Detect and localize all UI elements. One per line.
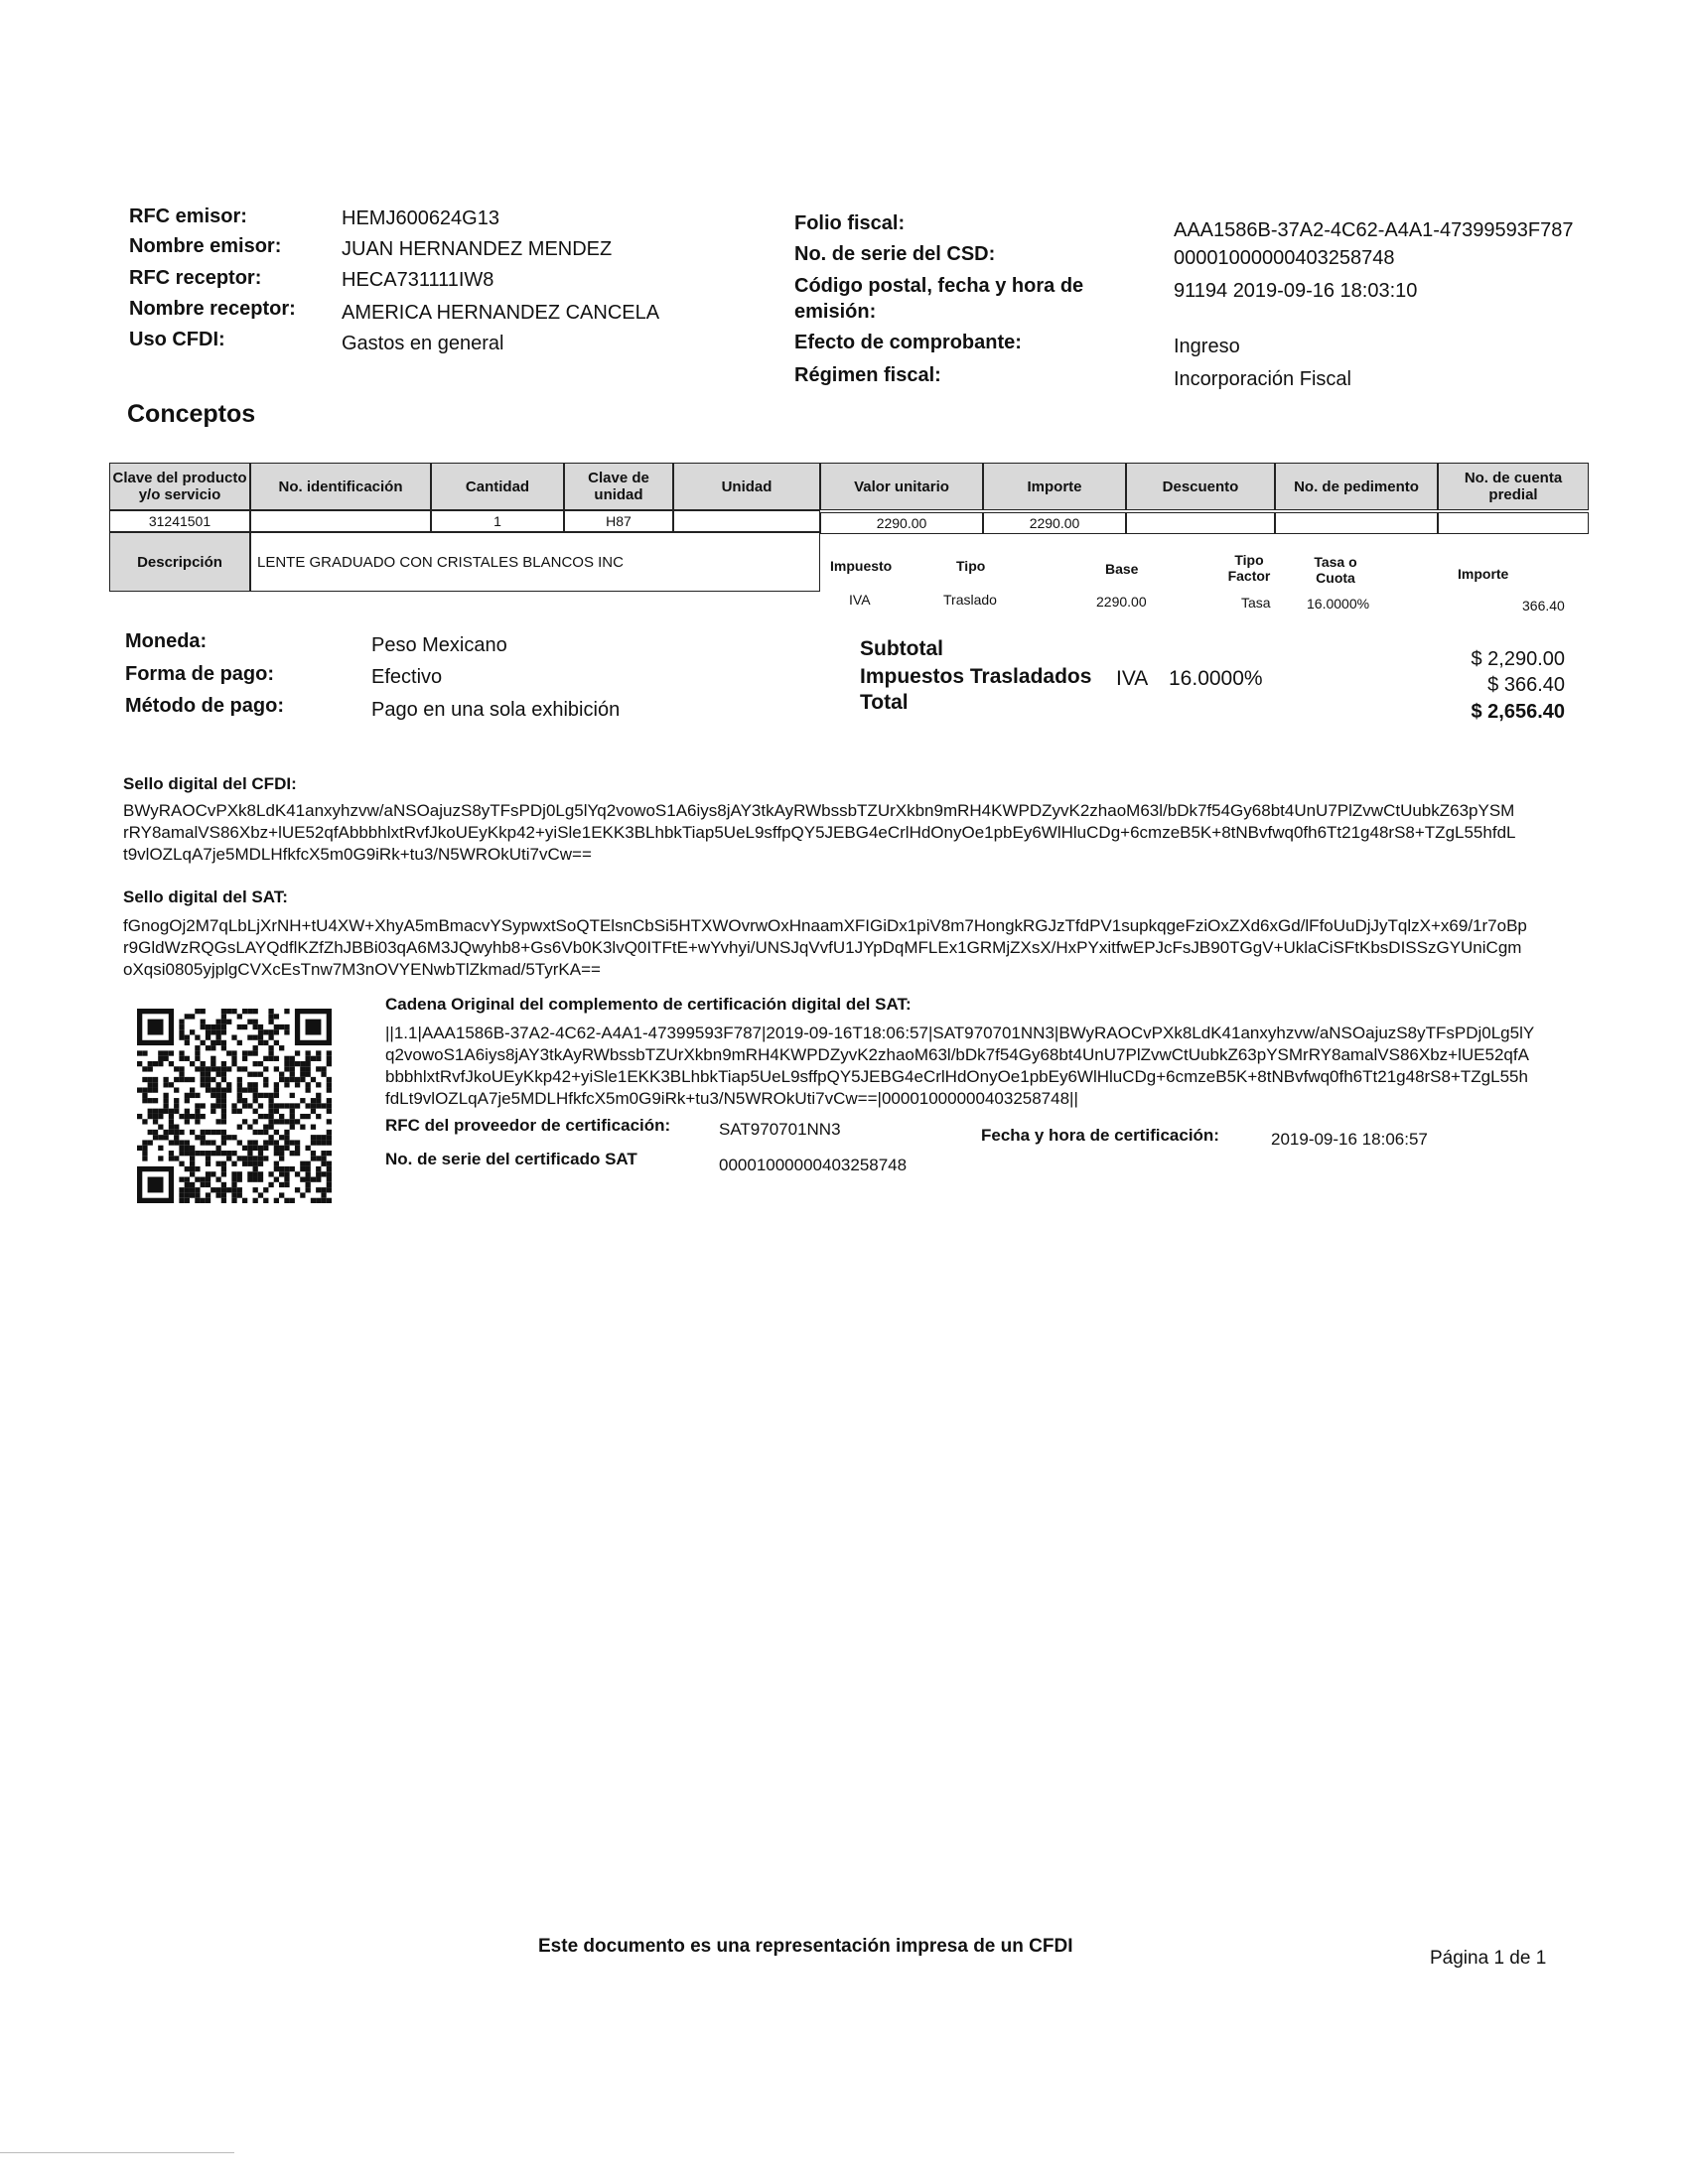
uso-cfdi-label: Uso CFDI: (129, 329, 225, 350)
col-header-importe: Importe (983, 463, 1126, 510)
cadena-line: ||1.1|AAA1586B-37A2-4C62-A4A1-47399593F787|2019-09-16T18:06:57|SAT970701NN3|BWyRAOCvPXk8LdK41anxyhzvw/aNSOajuzS8yTFsPDj0Lg5lY (385, 1024, 1535, 1042)
regimen-fiscal-value: Incorporación Fiscal (1174, 368, 1351, 390)
col-header-pedimento: No. de pedimento (1275, 463, 1438, 510)
impuestos-value: $ 366.40 (1487, 674, 1565, 696)
metodo-pago-value: Pago en una sola exhibición (371, 699, 621, 721)
codigo-postal-value: 91194 2019-09-16 18:03:10 (1174, 280, 1418, 302)
cadena-line: bbbhlxtRvfJkoUEyKkp42+yiSle1EKK3BLhbkTiap5UeL9sffpQY5JEBG4eCrlHdOnyOe1pbEy6WlHluCDg+6cmzeB5K+8tNBvfwq0fh6Tt21g48rS8+TZgL55h (385, 1067, 1528, 1086)
col-header-descuento: Descuento (1126, 463, 1275, 510)
page-number: Página 1 de 1 (1430, 1948, 1547, 1969)
col-header-cuenta-predial: No. de cuenta predial (1438, 463, 1589, 510)
descripcion-label: Descripción (109, 532, 250, 592)
moneda-value: Peso Mexicano (371, 634, 507, 656)
rfc-proveedor-label: RFC del proveedor de certificación: (385, 1116, 671, 1135)
col-header-clave-line1: Clave del producto (112, 470, 247, 486)
subtotal-value: $ 2,290.00 (1471, 648, 1565, 670)
imp-cell-tasa: 16.0000% (1307, 596, 1370, 612)
footer-note: Este documento es una representación impresa de un CFDI (538, 1936, 1073, 1957)
nombre-emisor-value: JUAN HERNANDEZ MENDEZ (342, 238, 613, 260)
codigo-postal-label: Código postal, fecha y hora de (794, 275, 1084, 297)
sello-cfdi-title: Sello digital del CFDI: (123, 774, 297, 793)
codigo-postal-label-2: emisión: (794, 301, 877, 323)
rfc-emisor-label: RFC emisor: (129, 205, 247, 227)
cadena-line: fdLt9vlOZLqA7je5MDLHfkfcX5m0G9iRk+tu3/N5WROkUti7vCw==|00001000000403258748|| (385, 1089, 1078, 1108)
scan-edge-line (0, 2152, 234, 2153)
imp-header-tasa-line2: Cuota (1316, 570, 1355, 586)
descripcion-value: LENTE GRADUADO CON CRISTALES BLANCOS INC (250, 532, 820, 592)
folio-fiscal-label: Folio fiscal: (794, 212, 906, 234)
impuestos-tasa: 16.0000% (1169, 667, 1263, 690)
cell-pedimento (1275, 512, 1438, 534)
impuestos-trasladados-label: Impuestos Trasladados (860, 665, 1092, 688)
sello-cfdi-line: t9vlOZLqA7je5MDLHfkfcX5m0G9iRk+tu3/N5WROkUti7vCw== (123, 845, 592, 864)
cell-importe: 2290.00 (983, 512, 1126, 534)
sello-cfdi-line: rRY8amalVS86Xbz+lUE52qfAbbbhlxtRvfJkoUEyKkp42+yiSle1EKK3BLhbkTiap5UeL9sffpQY5JEBG4eCrlHdOnyOe1pbEy6WlHluCDg+6cmzeB5K+8tNBvfwq0fh6Tt21g48rS8+TZgL55hfdL (123, 823, 1516, 842)
imp-header-tipo-factor (1219, 552, 1279, 584)
imp-header-tipo-factor-line1: Tipo (1234, 552, 1264, 568)
forma-pago-label: Forma de pago: (125, 663, 275, 685)
no-serie-certificado-label: No. de serie del certificado SAT (385, 1150, 637, 1168)
fecha-certificacion-value: 2019-09-16 18:06:57 (1271, 1130, 1428, 1149)
rfc-receptor-label: RFC receptor: (129, 267, 262, 289)
cadena-text (385, 1023, 1587, 1110)
subtotal-label: Subtotal (860, 637, 943, 660)
rfc-receptor-value: HECA731111IW8 (342, 269, 494, 291)
col-header-clave-unidad-line1: Clave de (588, 470, 649, 486)
col-header-cantidad: Cantidad (431, 463, 564, 510)
nombre-emisor-label: Nombre emisor: (129, 235, 282, 257)
fecha-certificacion-label: Fecha y hora de certificación: (981, 1126, 1219, 1145)
imp-cell-tipo-factor: Tasa (1241, 595, 1271, 611)
sello-cfdi-line: BWyRAOCvPXk8LdK41anxyhzvw/aNSOajuzS8yTFsPDj0Lg5lYq2vowoS1A6iys8jAY3tkAyRWbssbTZUrXkbn9mRH4KWPDZyvK2zhaoM63l/bDk7f54Gy68bt4UnU7PlZvwCtUubkZ63pYSM (123, 801, 1515, 820)
col-header-clave-line2: y/o servicio (138, 486, 221, 503)
cadena-title: Cadena Original del complemento de certificación digital del SAT: (385, 995, 912, 1014)
imp-header-impuesto: Impuesto (830, 558, 893, 574)
qr-code-icon (137, 1009, 332, 1203)
col-header-clave-unidad (564, 463, 673, 510)
imp-header-tipo: Tipo (956, 558, 986, 574)
conceptos-table (109, 463, 1589, 614)
sello-sat-title: Sello digital del SAT: (123, 887, 288, 906)
rfc-proveedor-value: SAT970701NN3 (719, 1120, 841, 1139)
cell-descuento (1126, 512, 1275, 534)
cell-no-identificacion (250, 510, 431, 532)
forma-pago-value: Efectivo (371, 666, 443, 688)
sello-sat-line: oXqsi0805yjplgCVXcEsTnw7M3nOVYENwbTlZkmad/5TyrKA== (123, 960, 601, 979)
sello-sat-line: r9GldWzRQGsLAYQdflKZfZhJBBi03qA6M3JQwyhb8+Gs6Vb0K3lvQ0ITFtE+wYvhyi/UNSJqVvfU1JYpDqMFLEx1GRMjZXsX/HxPYxitfwEPJcFsJB90TGgV+UklaCiSFtKbsDISSzGYUniCgm (123, 938, 1522, 957)
conceptos-title: Conceptos (127, 400, 256, 428)
folio-fiscal-value: AAA1586B-37A2-4C62-A4A1-47399593F787 (1174, 219, 1574, 241)
nombre-receptor-value: AMERICA HERNANDEZ CANCELA (342, 302, 660, 324)
efecto-comprobante-label: Efecto de comprobante: (794, 332, 1022, 353)
total-label: Total (860, 691, 909, 714)
col-header-clave-unidad-line2: unidad (594, 486, 643, 503)
imp-cell-importe: 366.40 (1522, 598, 1565, 614)
cell-cantidad: 1 (431, 510, 564, 532)
col-header-no-identificacion: No. identificación (250, 463, 431, 510)
col-header-unidad: Unidad (673, 463, 820, 510)
imp-cell-base: 2290.00 (1096, 594, 1147, 610)
nombre-receptor-label: Nombre receptor: (129, 298, 296, 320)
imp-cell-impuesto: IVA (849, 592, 871, 608)
imp-header-importe: Importe (1458, 566, 1509, 582)
imp-header-base: Base (1105, 561, 1139, 577)
no-serie-csd-value: 00001000000403258748 (1174, 247, 1395, 269)
cell-clave: 31241501 (109, 510, 250, 532)
cell-valor-unitario: 2290.00 (820, 512, 983, 534)
col-header-valor-unitario: Valor unitario (820, 463, 983, 510)
rfc-emisor-value: HEMJ600624G13 (342, 207, 499, 229)
no-serie-certificado-value: 00001000000403258748 (719, 1156, 908, 1174)
sello-sat-text (123, 915, 1593, 981)
sello-cfdi-text (123, 800, 1593, 866)
cadena-line: q2vowoS1A6iys8jAY3tkAyRWbssbTZUrXkbn9mRH4KWPDZyvK2zhaoM63l/bDk7f54Gy68bt4UnU7PlZvwCtUubkZ63pYSMrRY8amalVS86Xbz+lUE52qfA (385, 1045, 1529, 1064)
imp-header-tipo-factor-line2: Factor (1227, 568, 1271, 584)
col-header-clave (109, 463, 250, 510)
moneda-label: Moneda: (125, 630, 208, 652)
efecto-comprobante-value: Ingreso (1174, 336, 1240, 357)
uso-cfdi-value: Gastos en general (342, 333, 504, 354)
cell-clave-unidad: H87 (564, 510, 673, 532)
metodo-pago-label: Método de pago: (125, 695, 284, 717)
impuestos-tipo: IVA (1116, 667, 1149, 690)
imp-header-tasa-cuota (1301, 554, 1370, 586)
total-value: $ 2,656.40 (1471, 701, 1565, 723)
sello-sat-line: fGnogOj2M7qLbLjXrNH+tU4XW+XhyA5mBmacvYSypwxtSoQTElsnCbSi5HTXWOvrwOxHnaamXFIGiDx1piV8m7HongkRGJzTfdPV1supkqgeFziOxZXd6xGd/lFfoUuDjJyTqlzX+x69/1r7oBp (123, 916, 1527, 935)
no-serie-csd-label: No. de serie del CSD: (794, 243, 996, 265)
cell-cuenta-predial (1438, 512, 1589, 534)
regimen-fiscal-label: Régimen fiscal: (794, 364, 941, 386)
imp-header-tasa-line1: Tasa o (1314, 554, 1357, 570)
imp-cell-tipo: Traslado (943, 592, 997, 608)
cell-unidad (673, 510, 820, 532)
